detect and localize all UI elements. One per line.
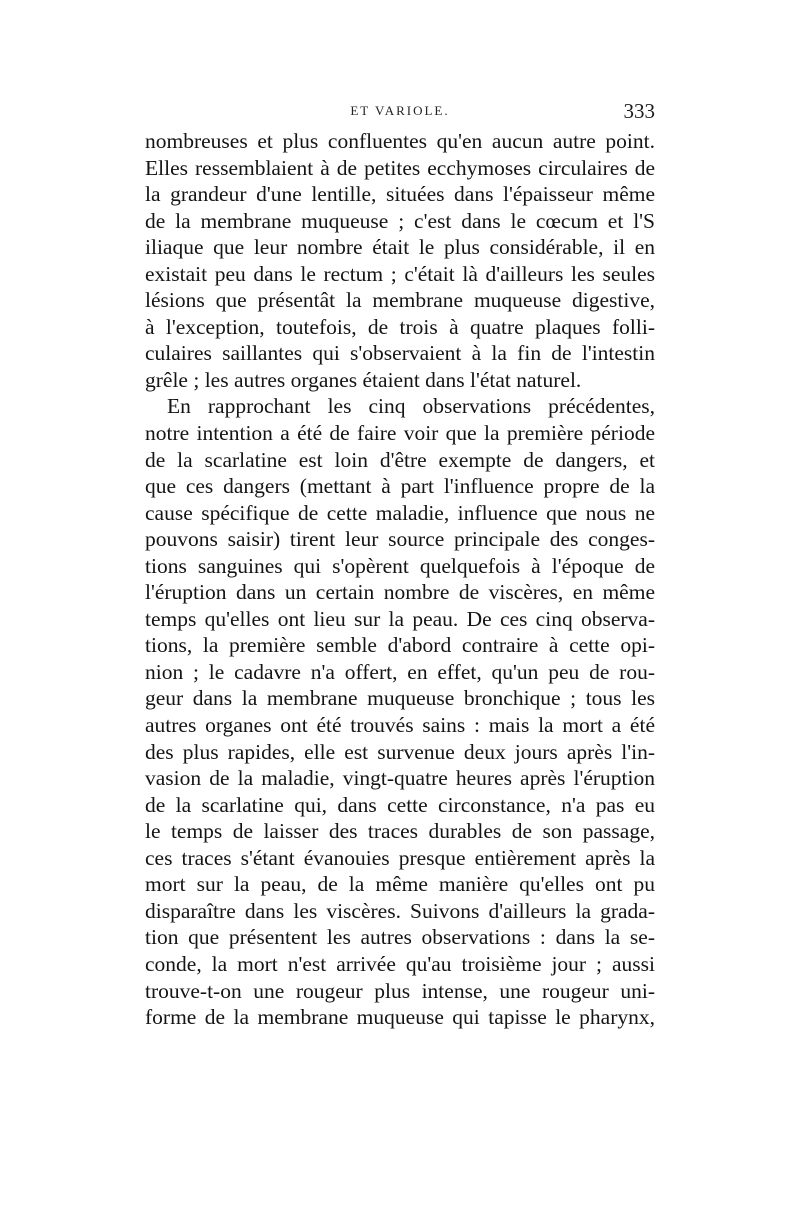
text-line: de la membrane muqueuse ; c'est dans le cœcum et l'S bbox=[145, 208, 655, 233]
text-line: des plus rapides, elle est survenue deux jours après l'in- bbox=[145, 739, 655, 764]
text-line: de la scarlatine qui, dans cette circonstance, n'a pas eu bbox=[145, 792, 655, 817]
text-line: temps qu'elles ont lieu sur la peau. De ces cinq observa- bbox=[145, 606, 655, 631]
text-line: ces traces s'étant évanouies presque entièrement après la bbox=[145, 845, 655, 870]
text-line: tion que présentent les autres observations : dans la se- bbox=[145, 925, 655, 950]
text-line: forme de la membrane muqueuse qui tapisse le pharynx, bbox=[145, 1005, 655, 1030]
text-line: le temps de laisser des traces durables de son passage, bbox=[145, 819, 655, 844]
text-line: mort sur la peau, de la même manière qu'elles ont pu bbox=[145, 872, 655, 897]
text-line: geur dans la membrane muqueuse bronchique ; tous les bbox=[145, 686, 655, 711]
text-line: l'éruption dans un certain nombre de viscères, en même bbox=[145, 580, 655, 605]
text-line: conde, la mort n'est arrivée qu'au troisième jour ; aussi bbox=[145, 951, 655, 976]
page-number: 333 bbox=[623, 99, 655, 123]
running-title: ET VARIOLE. bbox=[350, 103, 450, 118]
text-line: la grandeur d'une lentille, situées dans l'épaisseur même bbox=[145, 182, 655, 207]
text-line: lésions que présentât la membrane muqueuse digestive, bbox=[145, 288, 655, 313]
text-line: à l'exception, toutefois, de trois à quatre plaques folli- bbox=[145, 314, 655, 339]
text-line: pouvons saisir) tirent leur source principale des conges- bbox=[145, 527, 655, 552]
text-line: trouve-t-on une rougeur plus intense, une rougeur uni- bbox=[145, 978, 655, 1003]
paragraph-end-line: grêle ; les autres organes étaient dans l'état naturel. bbox=[145, 367, 582, 392]
text-line: que ces dangers (mettant à part l'influence propre de la bbox=[145, 474, 655, 499]
text-line: de la scarlatine est loin d'être exempte de dangers, et bbox=[145, 447, 655, 472]
text-line: cause spécifique de cette maladie, influence que nous ne bbox=[145, 500, 655, 525]
text-line: vasion de la maladie, vingt-quatre heures après l'éruption bbox=[145, 766, 655, 791]
text-line: disparaître dans les viscères. Suivons d'ailleurs la grada- bbox=[145, 898, 655, 923]
text-line: existait peu dans le rectum ; c'était là d'ailleurs les seules bbox=[145, 261, 655, 286]
text-line: nombreuses et plus confluentes qu'en aucun autre point. bbox=[145, 129, 655, 153]
text-line: Elles ressemblaient à de petites ecchymoses circulaires de bbox=[145, 155, 655, 180]
running-head bbox=[145, 99, 655, 123]
text-line: autres organes ont été trouvés sains : mais la mort a été bbox=[145, 713, 655, 738]
text-line: culaires saillantes qui s'observaient à la fin de l'intestin bbox=[145, 341, 655, 366]
text-line: notre intention a été de faire voir que la première période bbox=[145, 421, 655, 446]
body-text bbox=[145, 128, 655, 1031]
text-line: iliaque que leur nombre était le plus considérable, il en bbox=[145, 235, 655, 260]
paragraph-start-line: En rapprochant les cinq observations précédentes, bbox=[167, 394, 655, 419]
text-line: tions sanguines qui s'opèrent quelquefois à l'époque de bbox=[145, 553, 655, 578]
text-line: tions, la première semble d'abord contraire à cette opi- bbox=[145, 633, 655, 658]
text-line: nion ; le cadavre n'a offert, en effet, qu'un peu de rou- bbox=[145, 659, 655, 684]
